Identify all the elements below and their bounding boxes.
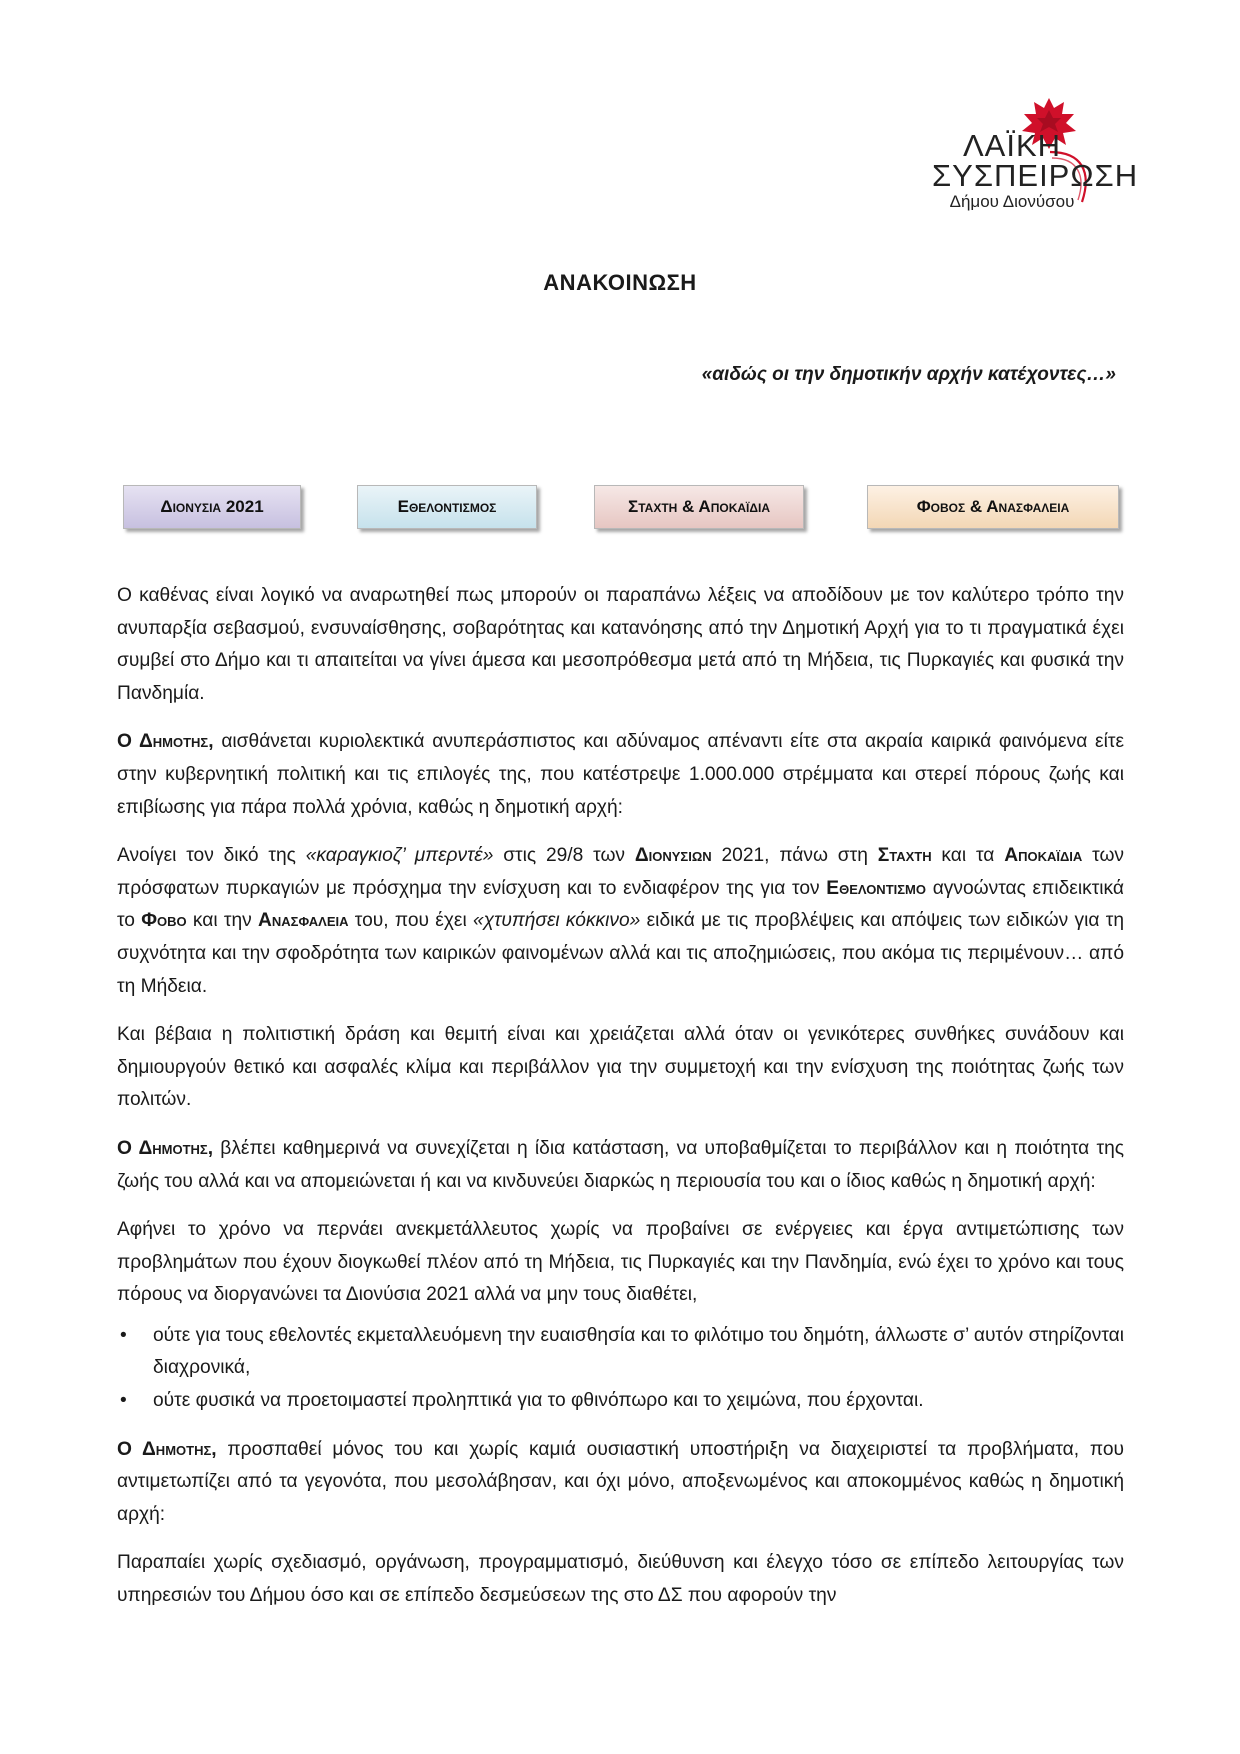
tag-ash (594, 485, 804, 529)
announcement-body (117, 580, 1124, 1629)
tag-label: Διονυσια 2021 (160, 497, 264, 516)
text-run: 2021, πάνω στη (711, 845, 878, 867)
paragraph-7 (117, 1434, 1124, 1532)
citizen-lead: Ο Δημοτης, (117, 1137, 214, 1159)
italic-run: «χτυπήσει κόκκινο» (473, 910, 641, 932)
paragraph-3 (117, 840, 1124, 1003)
bold-run: Διονυσιων (634, 845, 712, 867)
paragraph-text: προσπαθεί μόνος του και χωρίς καμιά ουσιαστική υποστήριξη να διαχειριστεί τα προβλήματα, που αντιμετωπίζει από τα γεγονότα, που μεσολάβησαν, και όχι μόνο, αποξενωμένος και αποκομμένος καθώς η δημοτική αρχή: (117, 1438, 1124, 1525)
tag-label: Εθελοντισμος (397, 497, 497, 516)
list-item (117, 1320, 1124, 1385)
text-run: των πρόσφατων πυρκαγιών με πρόσχημα την ενίσχυση και το ενδιαφέρον της για τον (117, 845, 1125, 899)
paragraph-text: αισθάνεται κυριολεκτικά ανυπεράσπιστος και αδύναμος απέναντι είτε στα ακραία καιρικά φαινόμενα είτε στην κυβερνητική πολιτική και τις επιλογές της, που κατέστρεψε 1.000.000 στρέμματα και στερεί πόρους ζωής και επιβίωσης για πάρα πολλά χρόνια, καθώς η δημοτική αρχή: (117, 731, 1124, 818)
italic-run: «καραγκιοζ’ μπερντέ» (305, 845, 494, 867)
logo-line-3: Δήμου Διονύσου (949, 192, 1075, 211)
page-title: ΑΝΑΚΟΙΝΩΣΗ (543, 270, 697, 295)
tag-label: Φοβος & Ανασφαλεια (916, 497, 1070, 516)
bullet-icon: • (120, 1390, 127, 1412)
bullet-list (117, 1320, 1124, 1418)
tag-dionysia (123, 485, 301, 529)
logo-line-1: ΛΑΪΚΗ (962, 128, 1062, 163)
text-run: του, που έχει (348, 910, 474, 932)
party-logo (932, 92, 1139, 211)
paragraph-text: βλέπει καθημερινά να συνεχίζεται η ίδια κατάσταση, να υποβαθμίζεται το περιβάλλον και η ποιότητα της ζωής του αλλά και να απομειώνεται ή και να κινδυνεύει διαρκώς η περιουσία του και ο ίδιος καθώς η δημοτική αρχή: (117, 1137, 1125, 1192)
text-run: ειδικά με τις προβλέψεις και απόψεις των ειδικών για τη συχνότητα και την σφοδρότητα των καιρικών φαινομένων αλλά και τις αποζημιώσεις, που ακόμα τις περιμένουν… από τη Μήδεια. (117, 910, 1124, 997)
text-run: στις 29/8 των (493, 845, 635, 867)
bold-run: Αποκαϊδια (1004, 845, 1083, 867)
paragraph-8: Παραπαίει χωρίς σχεδιασμό, οργάνωση, προγραμματισμό, διεύθυνση και έλεγχο τόσο σε επίπεδο λειτουργίας των υπηρεσιών του Δήμου όσο και σε επίπεδο δεσμεύσεων της στο ΔΣ που αφορούν την (117, 1552, 1124, 1607)
paragraph-2 (117, 726, 1124, 824)
list-item-text: ούτε φυσικά να προετοιμαστεί προληπτικά για το φθινόπωρο και το χειμώνα, που έρχονται. (153, 1390, 924, 1412)
bold-run: Ανασφαλεια (258, 910, 349, 932)
paragraph-5 (117, 1133, 1124, 1198)
tag-label: Σταχτη & Αποκαϊδια (628, 497, 770, 516)
bold-run: Φοβο (141, 910, 187, 932)
text-run: και τα (931, 845, 1005, 867)
bold-run: Σταχτη (877, 845, 932, 867)
text-run: αγνοώντας επιδεικτικά το (117, 877, 1124, 932)
list-item (117, 1385, 1124, 1418)
list-item-text: ούτε για τους εθελοντές εκμεταλλευόμενη την ευαισθησία και το φιλότιμο του δημότη, άλλωστε σ’ αυτόν στηρίζονται διαχρονικά, (153, 1324, 1124, 1379)
text-run: Ανοίγει τον δικό της (117, 845, 306, 867)
paragraph-6: Αφήνει το χρόνο να περνάει ανεκμετάλλευτος χωρίς να προβαίνει σε ενέργειες και έργα αντιμετώπισης των προβλημάτων που έχουν διογκωθεί πλέον από τη Μήδεια, τις Πυρκαγιές και την Πανδημία, ενώ έχει το χρόνο και τους πόρους να διοργανώνει τα Διονύσια 2021 αλλά να μην τους διαθέτει, (117, 1219, 1124, 1306)
paragraph-4: Και βέβαια η πολιτιστική δράση και θεμιτή είναι και χρειάζεται αλλά όταν οι γενικότερες συνθήκες συνάδουν και δημιουργούν θετικό και ασφαλές κλίμα και περιβάλλον για την συμμετοχή και την ενίσχυση της ποιότητας ζωής των πολιτών. (117, 1024, 1124, 1111)
citizen-lead: Ο Δημοτης, (117, 731, 214, 753)
bold-run: Εθελοντισμο (826, 877, 926, 899)
text-run: και την (186, 910, 259, 932)
paragraph-1: Ο καθένας είναι λογικό να αναρωτηθεί πως μπορούν οι παραπάνω λέξεις να αποδίδουν με τον καλύτερο τρόπο την ανυπαρξία σεβασμού, ενσυναίσθησης, σοβαρότητας και κατανόησης από την Δημοτική Αρχή για το τι πραγματικά έχει συμβεί στο Δήμο και τι απαιτείται να γίνει άμεσα και μεσοπρόθεσμα μετά από τη Μήδεια, τις Πυρκαγιές και φυσικά την Πανδημία. (117, 585, 1124, 704)
tag-volunteering (357, 485, 537, 529)
epigraph-quote: «αιδώς οι την δημοτικήν αρχήν κατέχοντες…» (701, 364, 1116, 385)
tag-fear (867, 485, 1119, 529)
logo-line-2: ΣΥΣΠΕΙΡΩΣΗ (932, 158, 1139, 193)
citizen-lead: Ο Δημοτης, (117, 1438, 217, 1460)
bullet-icon: • (120, 1324, 127, 1346)
